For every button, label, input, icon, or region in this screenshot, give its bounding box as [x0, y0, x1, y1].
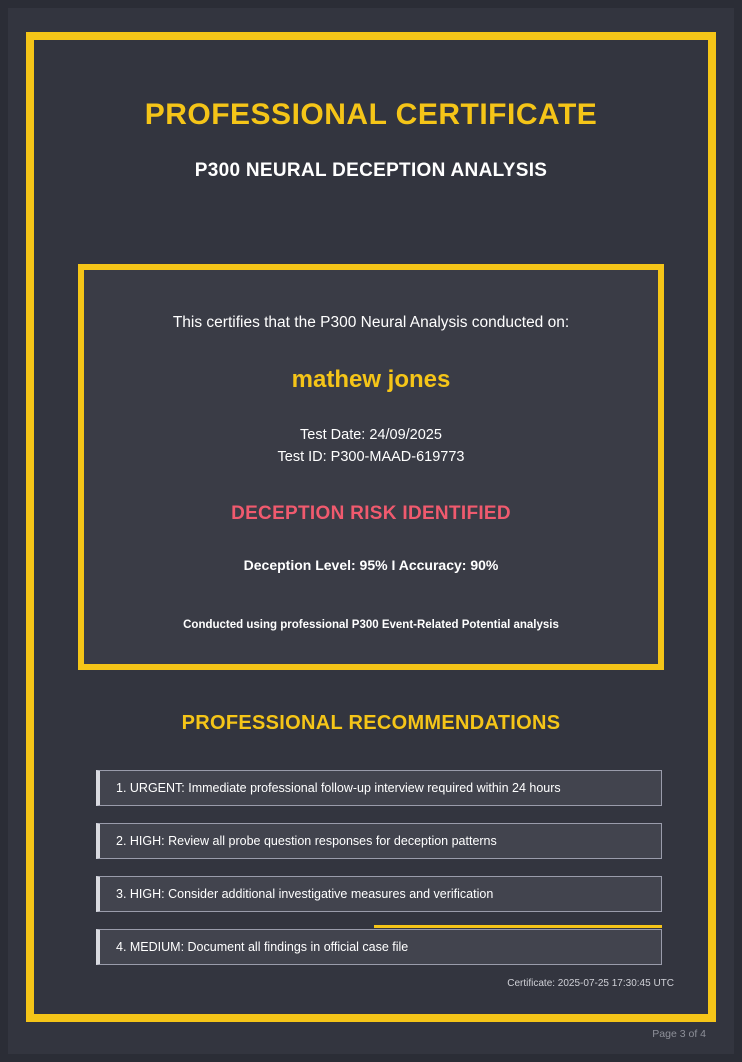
certificate-details-content: [84, 270, 658, 631]
test-metadata: [104, 424, 638, 469]
certificate-subtitle: P300 NEURAL DECEPTION ANALYSIS: [194, 160, 548, 181]
list-item: 1. URGENT: Immediate professional follow-up interview required within 24 hours: [96, 770, 662, 806]
certificate-title: PROFESSIONAL CERTIFICATE: [144, 98, 598, 131]
certificate-frame: [26, 32, 716, 1022]
certifies-statement: This certifies that the P300 Neural Analysis conducted on:: [172, 314, 570, 331]
recommendations-list: [96, 770, 662, 982]
page-number-footer: Page 3 of 4: [652, 1028, 706, 1040]
certificate-timestamp-stamp: Certificate: 2025-07-25 17:30:45 UTC: [507, 978, 674, 989]
risk-status-badge: DECEPTION RISK IDENTIFIED: [231, 502, 511, 524]
list-item: 4. MEDIUM: Document all findings in official case file: [96, 929, 662, 965]
gold-accent-divider: [374, 925, 662, 928]
subject-name: mathew jones: [291, 366, 451, 393]
test-date: Test Date: 24/09/2025: [300, 427, 442, 443]
deception-accuracy-levels: Deception Level: 95% I Accuracy: 90%: [243, 556, 499, 573]
test-id: Test ID: P300-MAAD-619773: [277, 449, 465, 466]
list-item: 3. HIGH: Consider additional investigative measures and verification: [96, 876, 662, 912]
page-canvas: [8, 8, 734, 1054]
analysis-method-note: Conducted using professional P300 Event-Related Potential analysis: [183, 618, 559, 631]
certificate-details-box: [78, 264, 664, 670]
list-item: 2. HIGH: Review all probe question responses for deception patterns: [96, 823, 662, 859]
recommendations-title: PROFESSIONAL RECOMMENDATIONS: [181, 712, 561, 734]
